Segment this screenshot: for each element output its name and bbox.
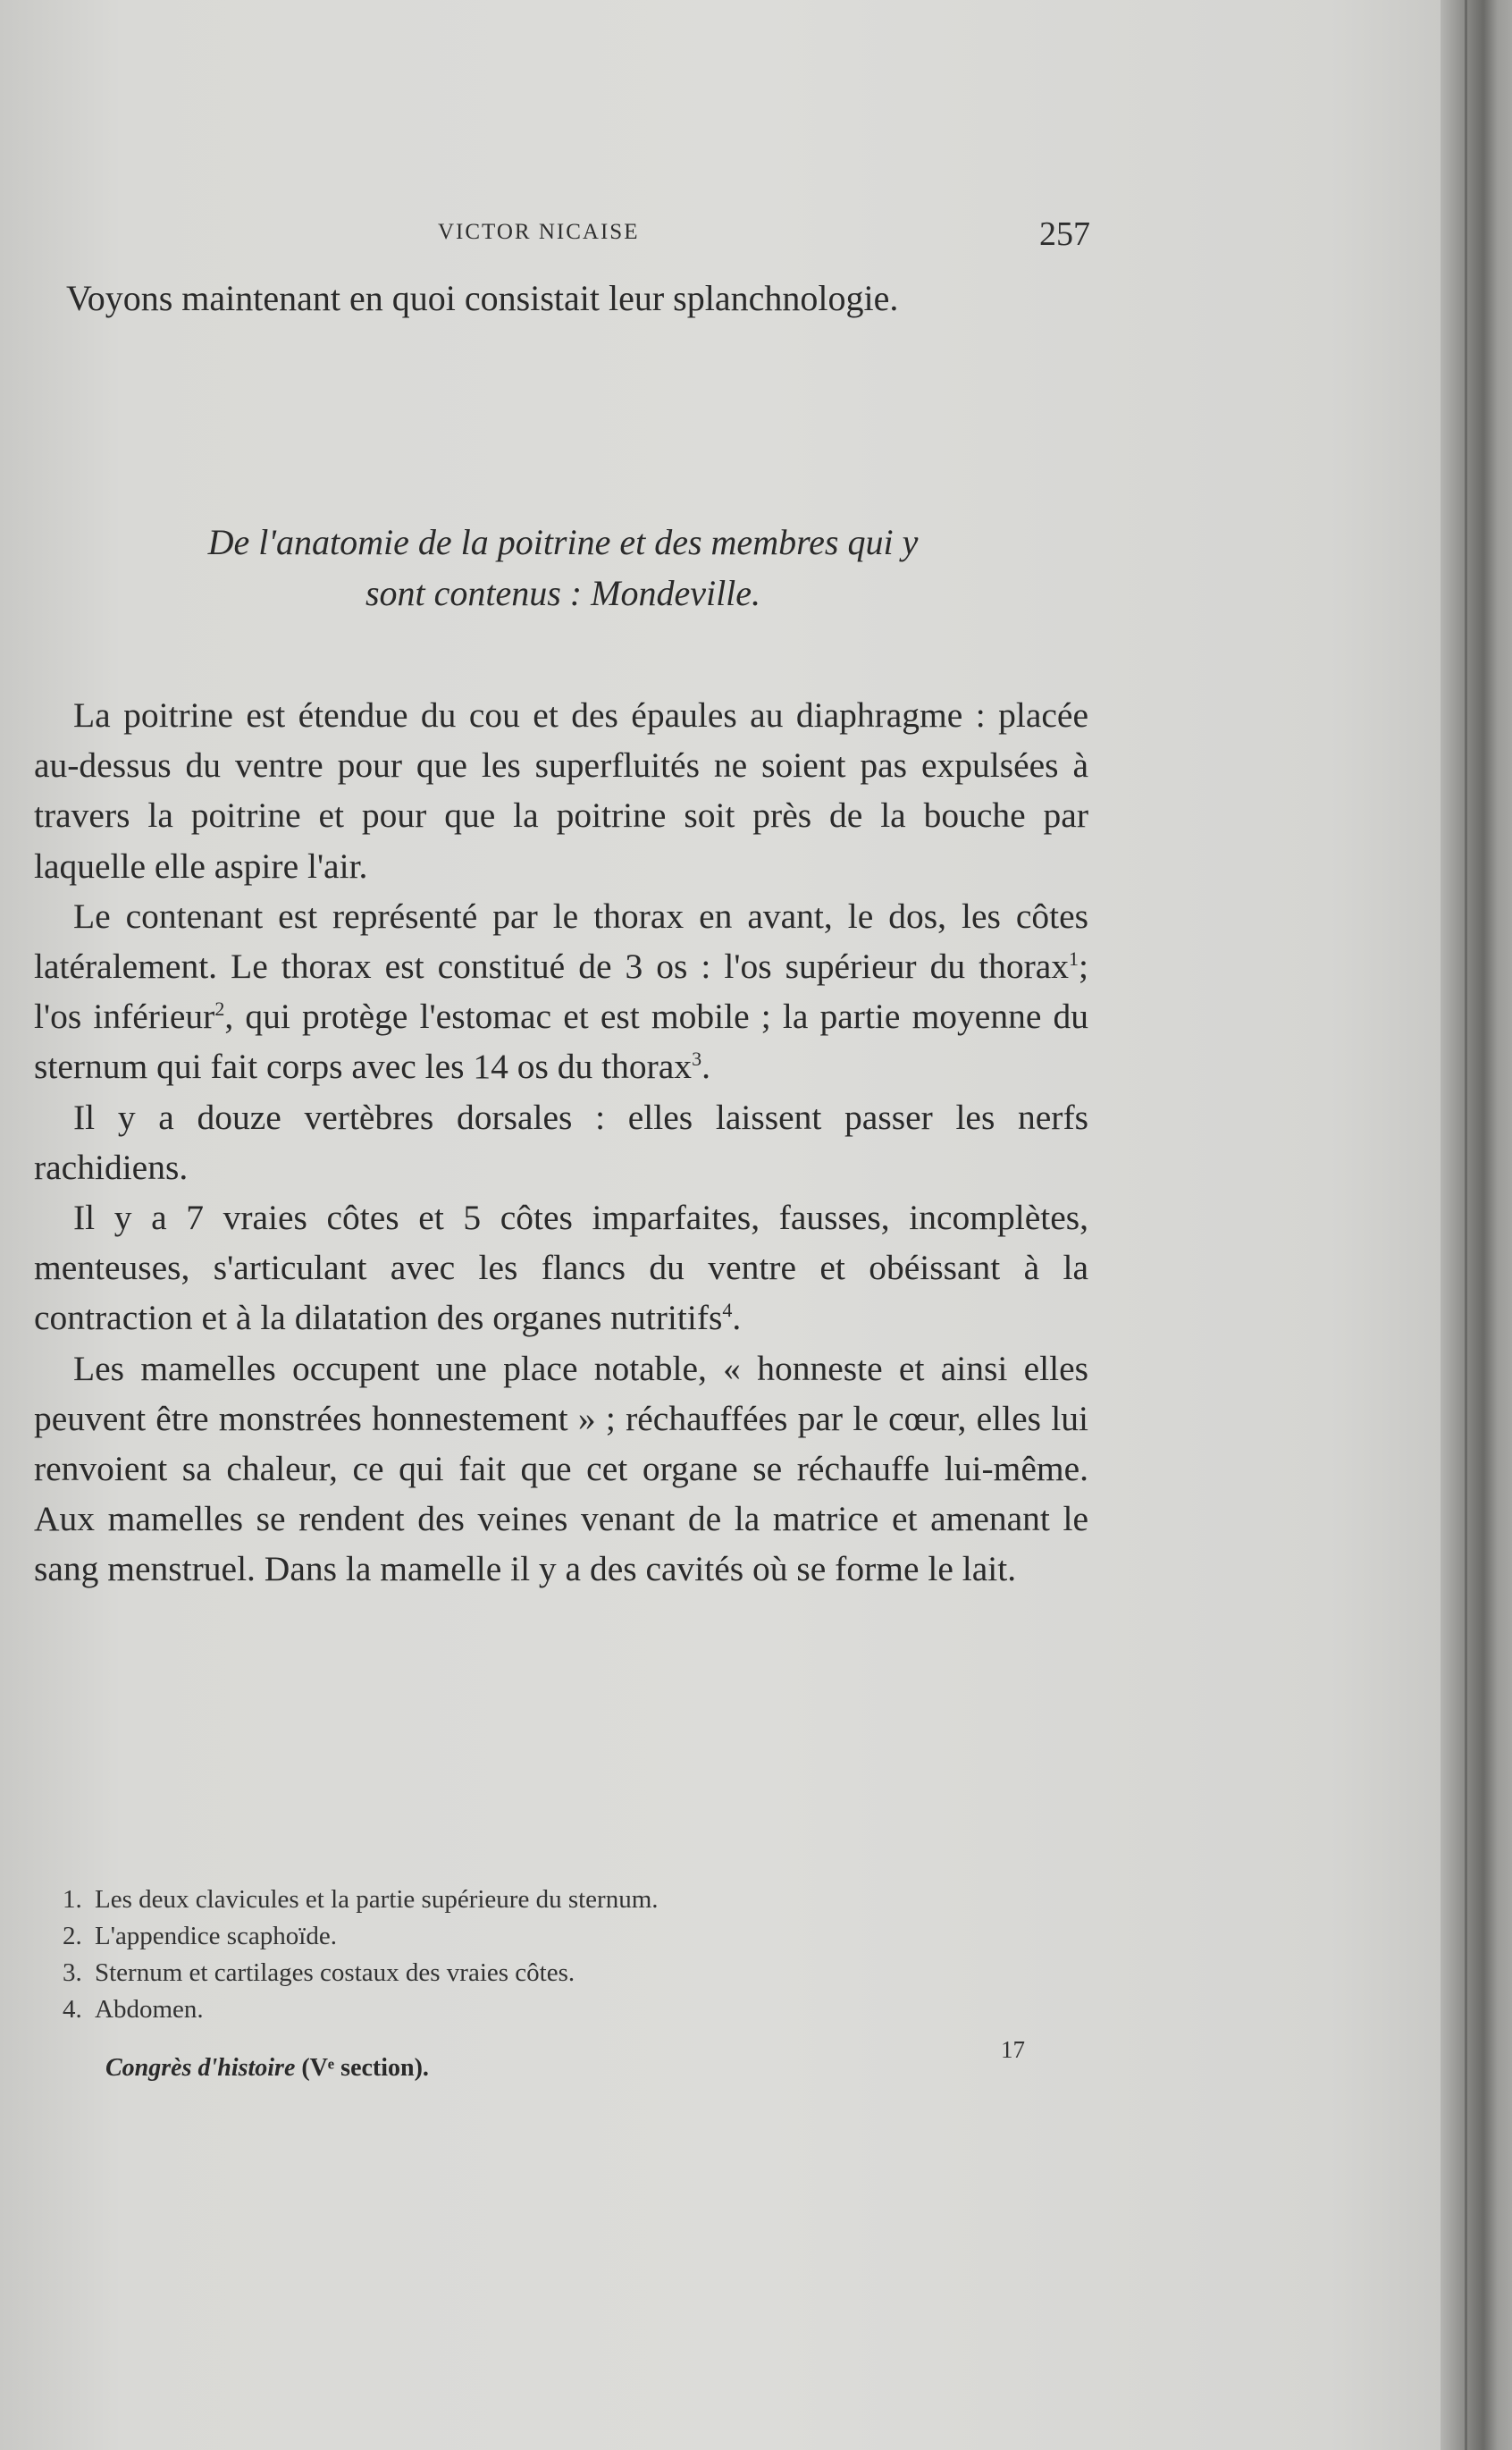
- footnote-ref-3: 3: [692, 1048, 702, 1071]
- footnote-ref-2: 2: [214, 998, 225, 1021]
- sheet-number: 17: [1001, 2036, 1025, 2063]
- printer-signature: [105, 2054, 429, 2083]
- paragraph-contenant-part-1: Le contenant est représenté par le thorax en avant, le dos, les côtes latéralement. Le thorax est constitué de 3 os : l'os supérieur du thorax: [34, 896, 1088, 987]
- footnote-text: Les deux clavicules et la partie supérieure du sternum.: [95, 1885, 659, 1914]
- footnote-4: [63, 1991, 956, 2028]
- signature-italic: Congrès d'histoire: [105, 2054, 296, 2082]
- paragraph-cotes-part-1: Il y a 7 vraies côtes et 5 côtes imparfaites, fausses, incomplètes, menteuses, s'articulant avec les flancs du ventre et obéissant à la contraction et à la dilatation des organes nutritifs: [34, 1198, 1088, 1338]
- section-heading-line-1: De l'anatomie de la poitrine et des membres qui y: [207, 522, 919, 562]
- footnote-text: Sternum et cartilages costaux des vraies côtes.: [95, 1958, 575, 1987]
- footnotes: [63, 1882, 956, 2028]
- footnote-2: [63, 1918, 956, 1955]
- footnote-number: 1.: [63, 1885, 82, 1914]
- section-heading-line-2: sont contenus : Mondeville.: [365, 573, 761, 613]
- intro-paragraph: Voyons maintenant en quoi consistait leur splanchnologie.: [66, 278, 899, 318]
- paragraph-mamelles: Les mamelles occupent une place notable, « honneste et ainsi elles peuvent être monstrées honnestement » ; réchauffées par le cœur, elles lui renvoient sa chaleur, ce qui fait que cet organe se réchauffe lui-même. Aux mamelles se rendent des veines venant de la matrice et amenant le sang menstruel. Dans la mamelle il y a des cavités où se forme le lait.: [34, 1348, 1088, 1589]
- paragraph-contenant: [34, 891, 1088, 1092]
- footnote-3: [63, 1955, 956, 1991]
- section-heading: [80, 517, 1046, 619]
- footnote-number: 2.: [63, 1922, 82, 1950]
- running-head: [36, 215, 1090, 253]
- body-text: [34, 690, 1088, 1595]
- binding-shadow-line: [1465, 0, 1467, 2450]
- paragraph-poitrine: La poitrine est étendue du cou et des épaules au diaphragme : placée au-dessus du ventre pour que les superfluités ne soient pas expulsées à travers la poitrine et pour que la poitrine soit près de la bouche par laquelle elle aspire l'air.: [34, 695, 1088, 886]
- footnote-ref-4: 4: [722, 1299, 733, 1322]
- paragraph-vertebres: Il y a douze vertèbres dorsales : elles laissent passer les nerfs rachidiens.: [34, 1097, 1088, 1187]
- footnote-number: 3.: [63, 1958, 82, 1987]
- paragraph-contenant-part-4: .: [701, 1047, 710, 1087]
- paragraph-cotes: [34, 1192, 1088, 1343]
- footnote-text: L'appendice scaphoïde.: [95, 1922, 337, 1950]
- book-binding-edge: [1441, 0, 1512, 2450]
- footnote-number: 4.: [63, 1995, 82, 2024]
- signature-section: (Vᵉ section).: [301, 2054, 429, 2082]
- paragraph-cotes-part-2: .: [732, 1298, 742, 1338]
- paragraph-contenant-part-2: ; l'os inférieur: [34, 947, 1088, 1037]
- page-number: 257: [1039, 215, 1090, 253]
- paragraph-contenant-part-3: , qui protège l'estomac et est mobile ; la partie moyenne du sternum qui fait corps avec les 14 os du thorax: [34, 997, 1089, 1087]
- footnote-ref-1: 1: [1069, 947, 1079, 970]
- running-title: VICTOR NICAISE: [438, 220, 640, 244]
- footnote-text: Abdomen.: [95, 1995, 204, 2024]
- footnote-1: [63, 1882, 956, 1918]
